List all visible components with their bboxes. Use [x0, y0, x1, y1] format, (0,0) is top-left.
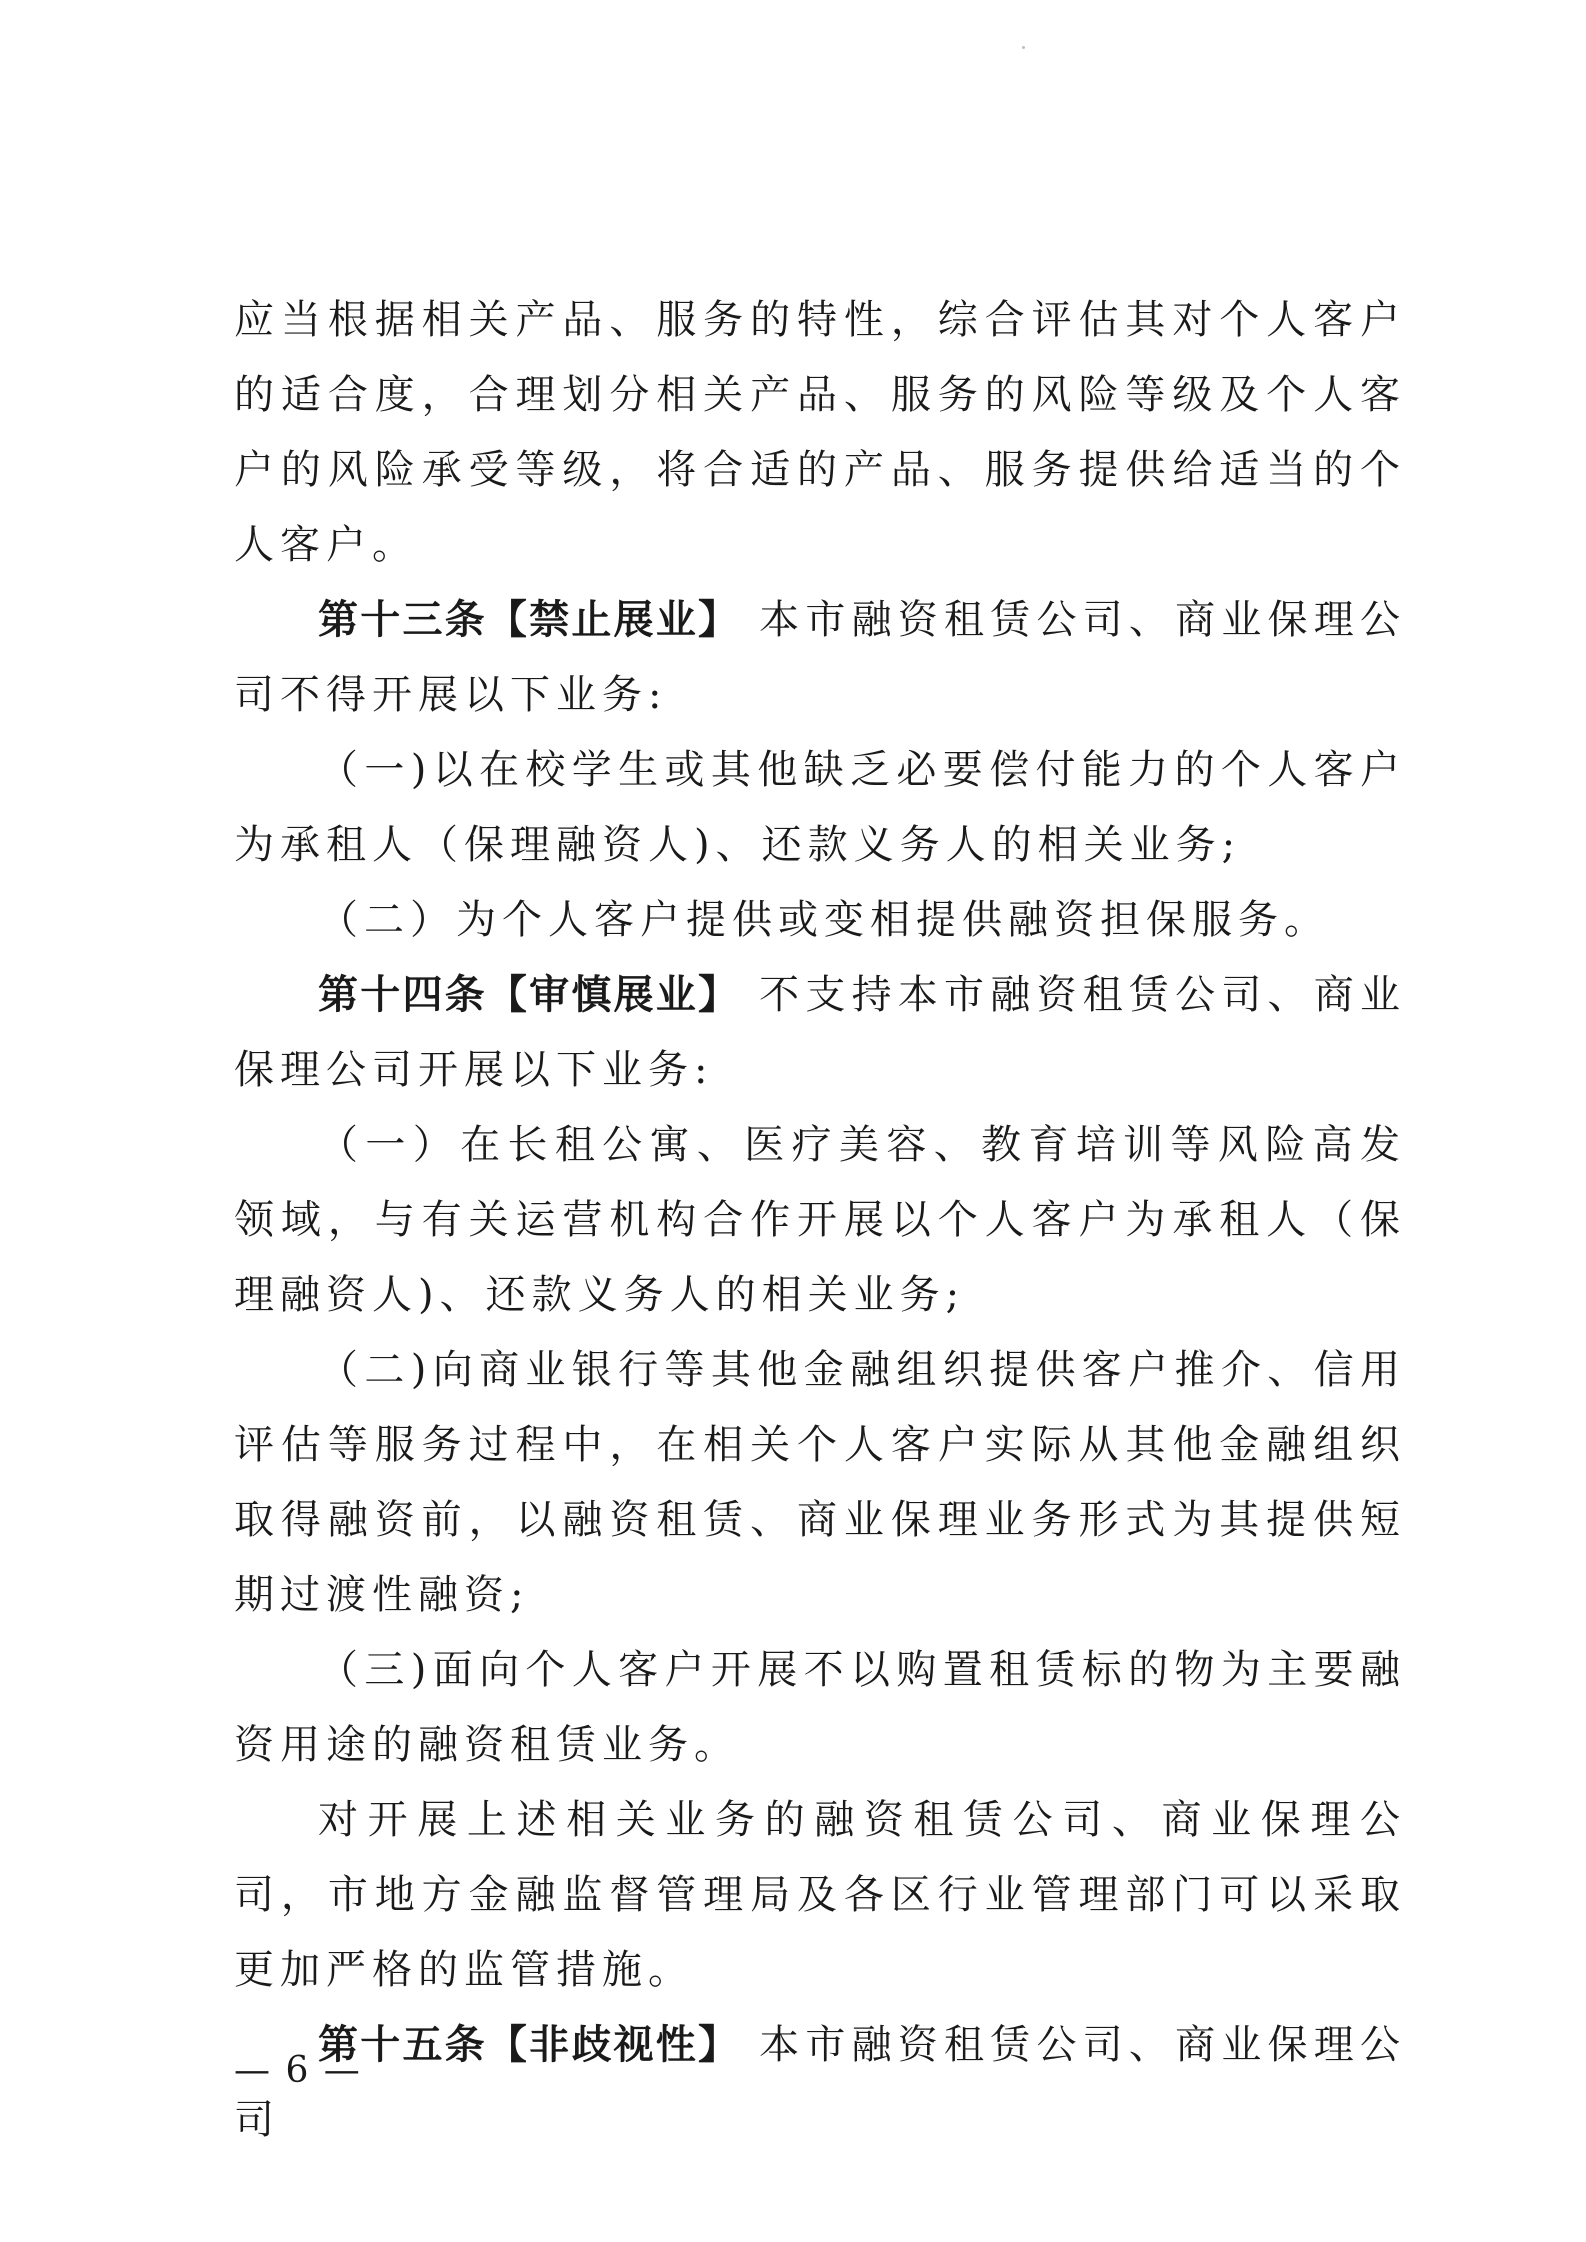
scan-speck — [1022, 46, 1025, 49]
paragraph-text: 应当根据相关产品、服务的特性，综合评估其对个人客户的适合度，合理划分相关产品、服务的风险等级及个人客户的风险承受等级，将合适的产品、服务提供给适当的个人客户。 — [234, 297, 1406, 568]
article-14 — [234, 958, 1406, 1108]
paragraph-text: 本市融资租赁公司、商业保理公司 — [234, 2022, 1407, 2143]
paragraph-text: （二)向商业银行等其他金融组织提供客户推介、信用评估等服务过程中，在相关个人客户实际从其他金融组织取得融资前，以融资租赁、商业保理业务形式为其提供短期过渡性融资; — [234, 1347, 1406, 1618]
article-13 — [234, 583, 1406, 733]
article-13-item-2 — [234, 883, 1406, 958]
paragraph-text: 本市融资租赁公司、商业保理公司不得开展以下业务: — [234, 597, 1407, 718]
article-13-item-1 — [234, 733, 1406, 883]
article-14-item-3 — [234, 1633, 1406, 1783]
article-heading: 第十五条【非歧视性】 — [318, 2022, 741, 2068]
paragraph-text: （一）在长租公寓、医疗美容、教育培训等风险高发领域，与有关运营机构合作开展以个人客户为承租人（保理融资人)、还款义务人的相关业务; — [234, 1122, 1406, 1318]
article-heading: 第十三条【禁止展业】 — [318, 597, 741, 643]
article-14-item-2 — [234, 1333, 1406, 1633]
paragraph-text: 对开展上述相关业务的融资租赁公司、商业保理公司，市地方金融监督管理局及各区行业管理部门可以采取更加严格的监管措施。 — [234, 1797, 1406, 1993]
page-number: — 6 — — [234, 2050, 362, 2091]
article-14-item-1 — [234, 1108, 1406, 1333]
article-14-supervision-note — [234, 1783, 1406, 2008]
article-15 — [234, 2008, 1406, 2158]
paragraph-text: （二）为个人客户提供或变相提供融资担保服务。 — [318, 897, 1330, 943]
paragraph-text: （三)面向个人客户开展不以购置租赁标的物为主要融资用途的融资租赁业务。 — [234, 1647, 1406, 1768]
paragraph-text: 不支持本市融资租赁公司、商业保理公司开展以下业务: — [234, 972, 1407, 1093]
paragraph-continuation — [234, 283, 1406, 583]
article-heading: 第十四条【审慎展业】 — [318, 972, 741, 1018]
document-body — [234, 283, 1406, 2158]
paragraph-text: （一)以在校学生或其他缺乏必要偿付能力的个人客户为承租人（保理融资人)、还款义务人的相关业务; — [234, 747, 1406, 868]
